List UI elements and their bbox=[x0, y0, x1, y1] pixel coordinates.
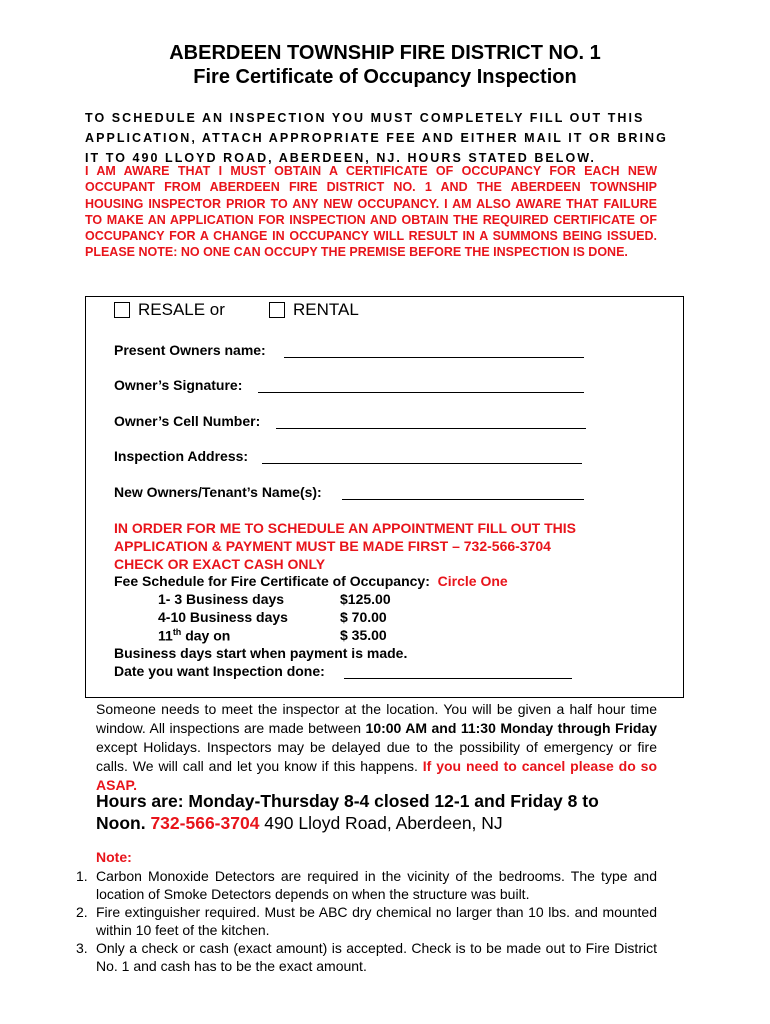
phone-number: 732-566-3704 bbox=[150, 813, 260, 833]
note-number: 1. bbox=[76, 868, 88, 884]
resale-checkbox[interactable] bbox=[114, 302, 130, 318]
schedule-notice bbox=[114, 519, 576, 573]
schedule-notice-line: IN ORDER FOR ME TO SCHEDULE AN APPOINTMENT FILL OUT THIS bbox=[114, 520, 577, 536]
inspection-info-text: Someone needs to meet the inspector at the location. You will be given a half hour time window. All inspections are made between bbox=[96, 701, 657, 736]
page-title: ABERDEEN TOWNSHIP FIRE DISTRICT NO. 1 bbox=[169, 42, 601, 64]
date-wanted-field[interactable] bbox=[344, 678, 572, 679]
instruction-line: TO SCHEDULE AN INSPECTION YOU MUST COMPLETELY FILL OUT THIS bbox=[85, 111, 645, 125]
fee-days: 1- 3 Business days bbox=[158, 591, 285, 607]
fee-price: $ 70.00 bbox=[340, 609, 387, 625]
schedule-notice-line: CHECK OR EXACT CASH ONLY bbox=[114, 556, 326, 572]
inspection-address-label: Inspection Address: bbox=[114, 448, 249, 464]
notes-heading: Note: bbox=[96, 849, 132, 865]
office-address: 490 Lloyd Road, Aberdeen, NJ bbox=[259, 813, 503, 833]
note-item: Carbon Monoxide Detectors are required in the vicinity of the bedrooms. The type and location of Smoke Detectors depends on when the structure was built. bbox=[96, 868, 657, 902]
owners-signature-label: Owner’s Signature: bbox=[114, 377, 243, 393]
new-owners-label: New Owners/Tenant’s Name(s): bbox=[114, 484, 322, 500]
inspection-info bbox=[96, 700, 657, 795]
office-hours-contact bbox=[96, 812, 503, 834]
fee-days-label: day on bbox=[181, 627, 231, 644]
circle-one-label: Circle One bbox=[437, 573, 508, 589]
awareness-statement: I AM AWARE THAT I MUST OBTAIN A CERTIFICATE OF OCCUPANCY FOR EACH NEW OCCUPANT FROM ABERDEEN FIRE DISTRICT NO. 1 AND THE ABERDEEN TOWNSHIP HOUSING INSPECTOR PRIOR TO ANY NEW OCCUPANCY. I AM ALSO AWARE THAT FAILURE TO MAKE AN APPLICATION FOR INSPECTION AND OBTAIN THE REQUIRED CERTIFICATE OF OCCUPANCY FOR A CHANGE IN OCCUPANCY WILL RESULT IN A SUMMONS BEING ISSUED. PLEASE NOTE: NO ONE CAN OCCUPY THE PREMISE BEFORE THE INSPECTION IS DONE. bbox=[85, 164, 657, 260]
fee-days: 4-10 Business days bbox=[158, 609, 288, 625]
page-subtitle: Fire Certificate of Occupancy Inspection bbox=[193, 66, 577, 88]
note-item: Fire extinguisher required. Must be ABC dry chemical no larger than 10 lbs. and mounted within 10 feet of the kitchen. bbox=[96, 904, 657, 938]
new-owners-field[interactable] bbox=[342, 499, 584, 500]
owners-cell-label: Owner’s Cell Number: bbox=[114, 413, 261, 429]
inspection-address-field[interactable] bbox=[262, 463, 582, 464]
office-hours: Hours are: Monday-Thursday 8-4 closed 12-1 and Friday 8 to bbox=[96, 791, 599, 811]
inspection-time-window: 10:00 AM and 11:30 Monday through Friday bbox=[365, 720, 657, 736]
owners-name-field[interactable] bbox=[284, 357, 584, 358]
hours-noon: Noon. bbox=[96, 813, 146, 833]
cancel-notice: If you need to cancel please do so ASAP. bbox=[96, 758, 657, 793]
fee-days-number: 11 bbox=[158, 627, 173, 644]
resale-label: RESALE or bbox=[138, 300, 225, 319]
fee-price: $ 35.00 bbox=[340, 627, 387, 643]
rental-label: RENTAL bbox=[293, 300, 359, 319]
instructions bbox=[85, 108, 668, 168]
fee-schedule-label: Fee Schedule for Fire Certificate of Occupancy: bbox=[114, 573, 430, 589]
business-days-note: Business days start when payment is made. bbox=[114, 645, 408, 661]
owners-signature-field[interactable] bbox=[258, 392, 584, 393]
owners-name-label: Present Owners name: bbox=[114, 342, 266, 358]
note-item: Only a check or cash (exact amount) is accepted. Check is to be made out to Fire District No. 1 and cash has to be the exact amount. bbox=[96, 940, 657, 974]
note-number: 2. bbox=[76, 904, 88, 920]
owners-cell-field[interactable] bbox=[276, 428, 586, 429]
inspection-info-text: except Holidays. Inspectors may be delayed due to the possibility of emergency or fire calls. We will call and let you know if this happens. bbox=[96, 739, 657, 774]
fee-days bbox=[158, 627, 230, 644]
fee-price: $125.00 bbox=[340, 591, 391, 607]
instruction-line: APPLICATION, ATTACH APPROPRIATE FEE AND EITHER MAIL IT OR BRING bbox=[85, 131, 668, 145]
schedule-notice-line: APPLICATION & PAYMENT MUST BE MADE FIRST – 732-566-3704 bbox=[114, 538, 551, 554]
note-number: 3. bbox=[76, 940, 88, 956]
instruction-line: IT TO 490 LLOYD ROAD, ABERDEEN, NJ. HOURS STATED BELOW. bbox=[85, 151, 596, 165]
fee-days-suffix: th bbox=[172, 627, 182, 637]
rental-checkbox[interactable] bbox=[269, 302, 285, 318]
date-wanted-label: Date you want Inspection done: bbox=[114, 663, 325, 679]
fee-schedule-heading bbox=[114, 573, 508, 589]
